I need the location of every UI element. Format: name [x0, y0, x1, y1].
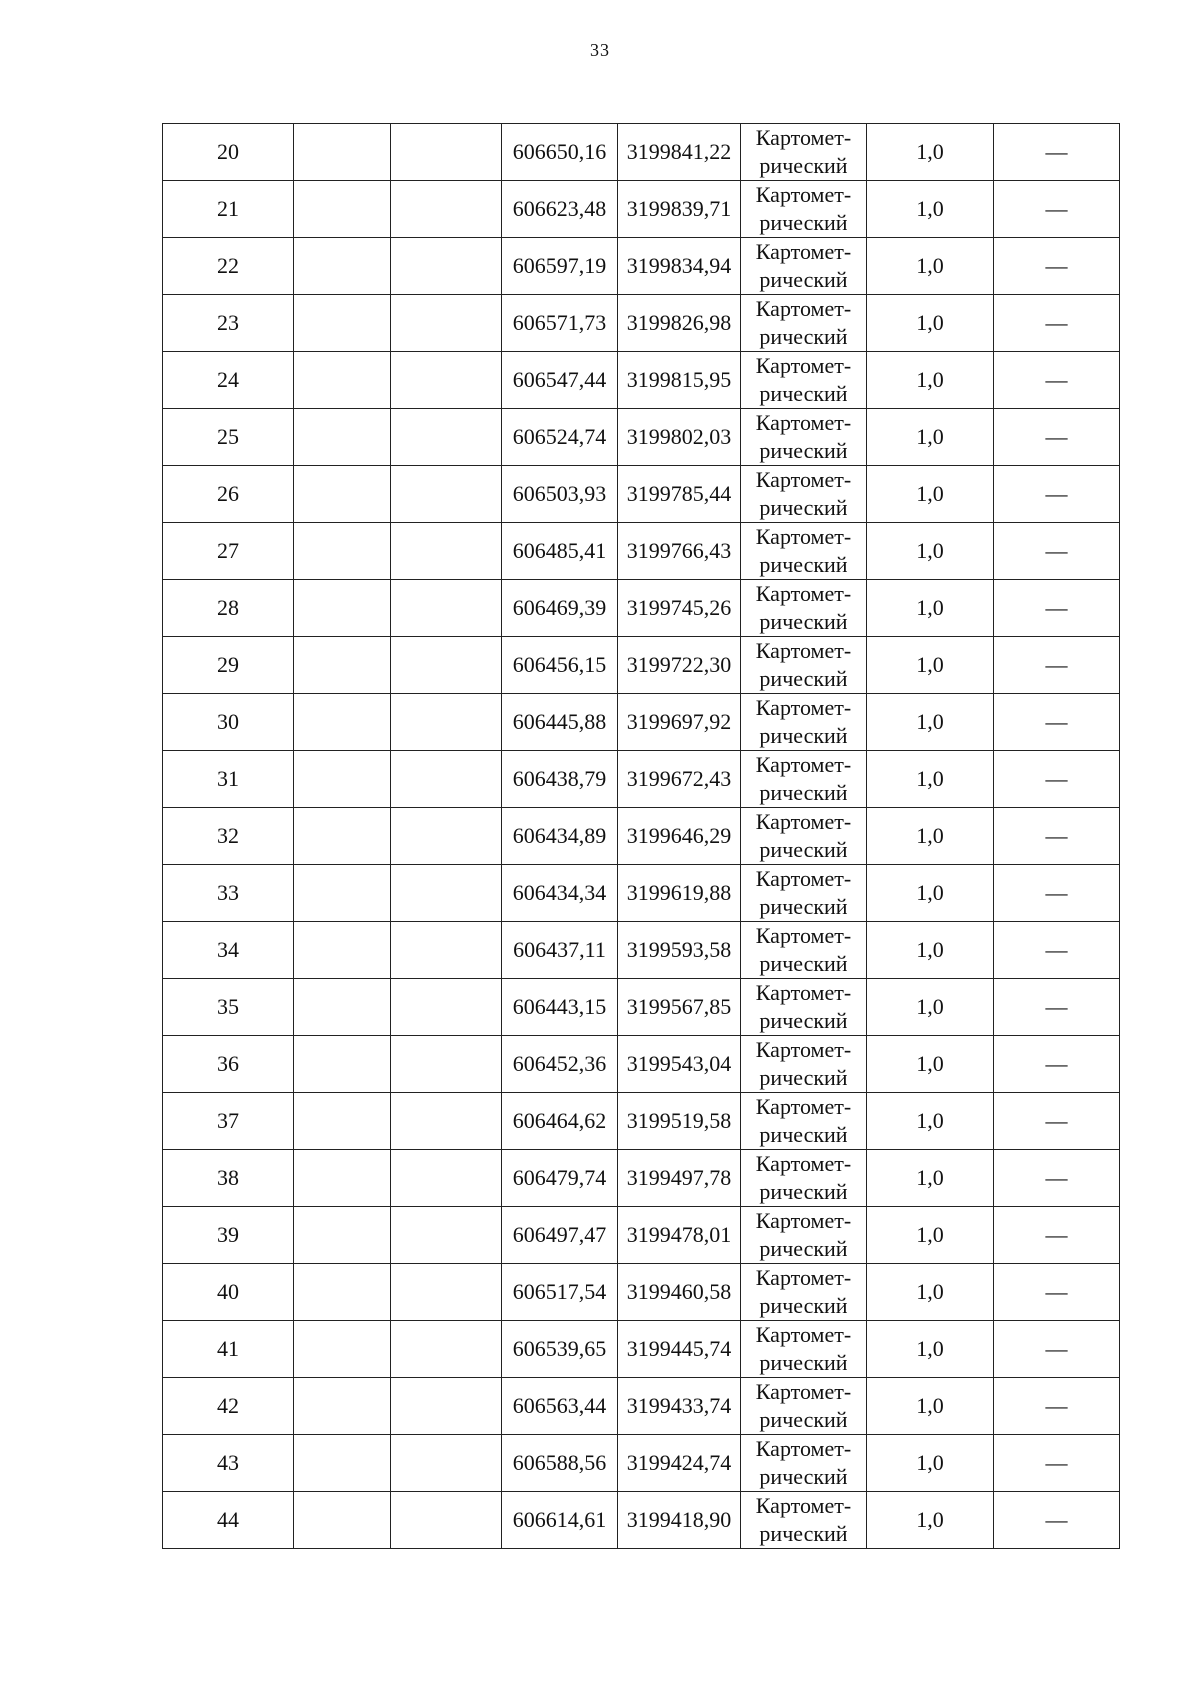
method-line-1: Картомет-: [755, 1151, 852, 1176]
method-line-1: Картомет-: [755, 1436, 852, 1461]
accuracy-cell: 1,0: [867, 523, 994, 580]
method-cell: [741, 295, 867, 352]
accuracy-cell: 1,0: [867, 238, 994, 295]
description-cell: —: [994, 466, 1120, 523]
method-cell: [741, 181, 867, 238]
point-number-cell: 44: [163, 1492, 294, 1549]
empty-cell: [294, 580, 391, 637]
method-line-2: рический: [759, 609, 848, 634]
point-number-cell: 33: [163, 865, 294, 922]
table-row: [163, 1264, 1120, 1321]
method-line-2: рический: [759, 210, 848, 235]
empty-cell: [391, 409, 502, 466]
method-line-2: рический: [759, 552, 848, 577]
empty-cell: [294, 979, 391, 1036]
table-row: [163, 1150, 1120, 1207]
point-number-cell: 35: [163, 979, 294, 1036]
description-cell: —: [994, 295, 1120, 352]
table-row: [163, 124, 1120, 181]
method-line-2: рический: [759, 666, 848, 691]
empty-cell: [294, 808, 391, 865]
empty-cell: [294, 694, 391, 751]
empty-cell: [391, 181, 502, 238]
description-cell: —: [994, 181, 1120, 238]
empty-cell: [294, 1492, 391, 1549]
x-coordinate-cell: 606456,15: [502, 637, 618, 694]
empty-cell: [391, 1492, 502, 1549]
empty-cell: [294, 124, 391, 181]
description-cell: —: [994, 694, 1120, 751]
description-cell: —: [994, 409, 1120, 466]
accuracy-cell: 1,0: [867, 1264, 994, 1321]
point-number-cell: 36: [163, 1036, 294, 1093]
y-coordinate-cell: 3199424,74: [618, 1435, 741, 1492]
method-line-2: рический: [759, 894, 848, 919]
y-coordinate-cell: 3199519,58: [618, 1093, 741, 1150]
table-row: [163, 523, 1120, 580]
method-line-1: Картомет-: [755, 980, 852, 1005]
empty-cell: [294, 1036, 391, 1093]
method-line-1: Картомет-: [755, 467, 852, 492]
accuracy-cell: 1,0: [867, 580, 994, 637]
method-line-1: Картомет-: [755, 125, 852, 150]
point-number-cell: 32: [163, 808, 294, 865]
method-line-1: Картомет-: [755, 638, 852, 663]
method-line-2: рический: [759, 951, 848, 976]
point-number-cell: 20: [163, 124, 294, 181]
empty-cell: [294, 466, 391, 523]
method-line-1: Картомет-: [755, 923, 852, 948]
method-line-1: Картомет-: [755, 182, 852, 207]
x-coordinate-cell: 606563,44: [502, 1378, 618, 1435]
empty-cell: [391, 922, 502, 979]
method-line-1: Картомет-: [755, 410, 852, 435]
accuracy-cell: 1,0: [867, 295, 994, 352]
accuracy-cell: 1,0: [867, 352, 994, 409]
x-coordinate-cell: 606524,74: [502, 409, 618, 466]
x-coordinate-cell: 606517,54: [502, 1264, 618, 1321]
accuracy-cell: 1,0: [867, 808, 994, 865]
method-cell: [741, 238, 867, 295]
point-number-cell: 39: [163, 1207, 294, 1264]
method-cell: [741, 466, 867, 523]
method-cell: [741, 1207, 867, 1264]
y-coordinate-cell: 3199567,85: [618, 979, 741, 1036]
accuracy-cell: 1,0: [867, 751, 994, 808]
method-line-1: Картомет-: [755, 1379, 852, 1404]
coordinates-table: [162, 123, 1120, 1549]
x-coordinate-cell: 606485,41: [502, 523, 618, 580]
point-number-cell: 34: [163, 922, 294, 979]
x-coordinate-cell: 606503,93: [502, 466, 618, 523]
method-cell: [741, 1036, 867, 1093]
x-coordinate-cell: 606597,19: [502, 238, 618, 295]
table-row: [163, 808, 1120, 865]
method-line-2: рический: [759, 1350, 848, 1375]
x-coordinate-cell: 606479,74: [502, 1150, 618, 1207]
empty-cell: [391, 580, 502, 637]
method-cell: [741, 694, 867, 751]
description-cell: —: [994, 1264, 1120, 1321]
description-cell: —: [994, 1093, 1120, 1150]
x-coordinate-cell: 606547,44: [502, 352, 618, 409]
empty-cell: [391, 1207, 502, 1264]
method-line-2: рический: [759, 1122, 848, 1147]
y-coordinate-cell: 3199478,01: [618, 1207, 741, 1264]
y-coordinate-cell: 3199433,74: [618, 1378, 741, 1435]
table-row: [163, 865, 1120, 922]
point-number-cell: 40: [163, 1264, 294, 1321]
accuracy-cell: 1,0: [867, 1321, 994, 1378]
point-number-cell: 43: [163, 1435, 294, 1492]
accuracy-cell: 1,0: [867, 1435, 994, 1492]
method-cell: [741, 751, 867, 808]
point-number-cell: 37: [163, 1093, 294, 1150]
method-line-2: рический: [759, 1065, 848, 1090]
table-row: [163, 1207, 1120, 1264]
method-line-1: Картомет-: [755, 239, 852, 264]
empty-cell: [294, 922, 391, 979]
description-cell: —: [994, 352, 1120, 409]
method-line-2: рический: [759, 1179, 848, 1204]
y-coordinate-cell: 3199839,71: [618, 181, 741, 238]
y-coordinate-cell: 3199841,22: [618, 124, 741, 181]
method-line-2: рический: [759, 1464, 848, 1489]
x-coordinate-cell: 606650,16: [502, 124, 618, 181]
empty-cell: [294, 1093, 391, 1150]
empty-cell: [294, 352, 391, 409]
empty-cell: [294, 181, 391, 238]
method-cell: [741, 1150, 867, 1207]
empty-cell: [391, 124, 502, 181]
method-cell: [741, 352, 867, 409]
description-cell: —: [994, 1435, 1120, 1492]
method-cell: [741, 1321, 867, 1378]
accuracy-cell: 1,0: [867, 181, 994, 238]
y-coordinate-cell: 3199815,95: [618, 352, 741, 409]
x-coordinate-cell: 606443,15: [502, 979, 618, 1036]
point-number-cell: 28: [163, 580, 294, 637]
description-cell: —: [994, 238, 1120, 295]
method-line-1: Картомет-: [755, 524, 852, 549]
empty-cell: [294, 409, 391, 466]
method-line-2: рический: [759, 1293, 848, 1318]
y-coordinate-cell: 3199802,03: [618, 409, 741, 466]
method-cell: [741, 1264, 867, 1321]
description-cell: —: [994, 979, 1120, 1036]
empty-cell: [294, 1321, 391, 1378]
method-line-1: Картомет-: [755, 1208, 852, 1233]
method-line-2: рический: [759, 1407, 848, 1432]
accuracy-cell: 1,0: [867, 922, 994, 979]
empty-cell: [294, 1150, 391, 1207]
method-cell: [741, 409, 867, 466]
empty-cell: [391, 751, 502, 808]
empty-cell: [391, 979, 502, 1036]
table-row: [163, 238, 1120, 295]
method-cell: [741, 1492, 867, 1549]
description-cell: —: [994, 1150, 1120, 1207]
empty-cell: [294, 637, 391, 694]
empty-cell: [391, 1036, 502, 1093]
empty-cell: [391, 1435, 502, 1492]
empty-cell: [391, 694, 502, 751]
empty-cell: [391, 1264, 502, 1321]
empty-cell: [391, 352, 502, 409]
method-cell: [741, 865, 867, 922]
y-coordinate-cell: 3199460,58: [618, 1264, 741, 1321]
empty-cell: [294, 523, 391, 580]
method-cell: [741, 922, 867, 979]
x-coordinate-cell: 606452,36: [502, 1036, 618, 1093]
table-row: [163, 751, 1120, 808]
empty-cell: [391, 1321, 502, 1378]
y-coordinate-cell: 3199697,92: [618, 694, 741, 751]
page-number: 33: [590, 40, 610, 60]
empty-cell: [391, 466, 502, 523]
description-cell: —: [994, 580, 1120, 637]
method-line-2: рический: [759, 153, 848, 178]
empty-cell: [391, 1378, 502, 1435]
empty-cell: [294, 295, 391, 352]
table-row: [163, 1036, 1120, 1093]
description-cell: —: [994, 865, 1120, 922]
method-line-1: Картомет-: [755, 1265, 852, 1290]
point-number-cell: 41: [163, 1321, 294, 1378]
method-cell: [741, 808, 867, 865]
empty-cell: [391, 637, 502, 694]
method-line-2: рический: [759, 495, 848, 520]
accuracy-cell: 1,0: [867, 1207, 994, 1264]
empty-cell: [294, 865, 391, 922]
x-coordinate-cell: 606539,65: [502, 1321, 618, 1378]
method-line-2: рический: [759, 1008, 848, 1033]
empty-cell: [294, 1435, 391, 1492]
empty-cell: [294, 1264, 391, 1321]
x-coordinate-cell: 606571,73: [502, 295, 618, 352]
method-line-2: рический: [759, 837, 848, 862]
point-number-cell: 42: [163, 1378, 294, 1435]
table-row: [163, 922, 1120, 979]
method-line-1: Картомет-: [755, 1322, 852, 1347]
table-row: [163, 1378, 1120, 1435]
table-row: [163, 181, 1120, 238]
accuracy-cell: 1,0: [867, 1378, 994, 1435]
point-number-cell: 22: [163, 238, 294, 295]
method-line-2: рический: [759, 267, 848, 292]
x-coordinate-cell: 606437,11: [502, 922, 618, 979]
empty-cell: [294, 1378, 391, 1435]
description-cell: —: [994, 124, 1120, 181]
point-number-cell: 38: [163, 1150, 294, 1207]
table-row: [163, 979, 1120, 1036]
y-coordinate-cell: 3199766,43: [618, 523, 741, 580]
description-cell: —: [994, 1492, 1120, 1549]
method-line-1: Картомет-: [755, 581, 852, 606]
method-line-2: рический: [759, 1521, 848, 1546]
accuracy-cell: 1,0: [867, 1036, 994, 1093]
accuracy-cell: 1,0: [867, 1492, 994, 1549]
method-line-2: рический: [759, 438, 848, 463]
x-coordinate-cell: 606464,62: [502, 1093, 618, 1150]
table-row: [163, 580, 1120, 637]
x-coordinate-cell: 606445,88: [502, 694, 618, 751]
point-number-cell: 26: [163, 466, 294, 523]
point-number-cell: 21: [163, 181, 294, 238]
method-line-1: Картомет-: [755, 695, 852, 720]
table-row: [163, 1093, 1120, 1150]
method-line-1: Картомет-: [755, 809, 852, 834]
accuracy-cell: 1,0: [867, 637, 994, 694]
empty-cell: [391, 808, 502, 865]
y-coordinate-cell: 3199672,43: [618, 751, 741, 808]
y-coordinate-cell: 3199497,78: [618, 1150, 741, 1207]
accuracy-cell: 1,0: [867, 466, 994, 523]
y-coordinate-cell: 3199826,98: [618, 295, 741, 352]
method-cell: [741, 637, 867, 694]
y-coordinate-cell: 3199646,29: [618, 808, 741, 865]
description-cell: —: [994, 1207, 1120, 1264]
point-number-cell: 24: [163, 352, 294, 409]
description-cell: —: [994, 1036, 1120, 1093]
method-line-1: Картомет-: [755, 353, 852, 378]
accuracy-cell: 1,0: [867, 409, 994, 466]
y-coordinate-cell: 3199418,90: [618, 1492, 741, 1549]
table-row: [163, 352, 1120, 409]
empty-cell: [391, 1093, 502, 1150]
empty-cell: [391, 295, 502, 352]
method-line-2: рический: [759, 381, 848, 406]
method-line-1: Картомет-: [755, 1094, 852, 1119]
method-cell: [741, 979, 867, 1036]
method-line-1: Картомет-: [755, 752, 852, 777]
description-cell: —: [994, 637, 1120, 694]
description-cell: —: [994, 1378, 1120, 1435]
point-number-cell: 29: [163, 637, 294, 694]
point-number-cell: 31: [163, 751, 294, 808]
table-row: [163, 637, 1120, 694]
table-row: [163, 466, 1120, 523]
empty-cell: [391, 1150, 502, 1207]
point-number-cell: 25: [163, 409, 294, 466]
table-row: [163, 1492, 1120, 1549]
y-coordinate-cell: 3199722,30: [618, 637, 741, 694]
x-coordinate-cell: 606588,56: [502, 1435, 618, 1492]
empty-cell: [391, 238, 502, 295]
method-cell: [741, 523, 867, 580]
x-coordinate-cell: 606469,39: [502, 580, 618, 637]
y-coordinate-cell: 3199543,04: [618, 1036, 741, 1093]
method-cell: [741, 580, 867, 637]
table-row: [163, 694, 1120, 751]
method-line-2: рический: [759, 324, 848, 349]
accuracy-cell: 1,0: [867, 1150, 994, 1207]
empty-cell: [294, 238, 391, 295]
accuracy-cell: 1,0: [867, 865, 994, 922]
method-line-1: Картомет-: [755, 1493, 852, 1518]
method-line-1: Картомет-: [755, 296, 852, 321]
y-coordinate-cell: 3199785,44: [618, 466, 741, 523]
accuracy-cell: 1,0: [867, 979, 994, 1036]
method-line-2: рический: [759, 1236, 848, 1261]
empty-cell: [391, 865, 502, 922]
description-cell: —: [994, 808, 1120, 865]
table-row: [163, 409, 1120, 466]
accuracy-cell: 1,0: [867, 124, 994, 181]
method-line-1: Картомет-: [755, 866, 852, 891]
y-coordinate-cell: 3199593,58: [618, 922, 741, 979]
x-coordinate-cell: 606438,79: [502, 751, 618, 808]
point-number-cell: 23: [163, 295, 294, 352]
x-coordinate-cell: 606434,34: [502, 865, 618, 922]
description-cell: —: [994, 523, 1120, 580]
empty-cell: [294, 1207, 391, 1264]
method-line-2: рический: [759, 723, 848, 748]
y-coordinate-cell: 3199834,94: [618, 238, 741, 295]
y-coordinate-cell: 3199619,88: [618, 865, 741, 922]
y-coordinate-cell: 3199745,26: [618, 580, 741, 637]
point-number-cell: 27: [163, 523, 294, 580]
x-coordinate-cell: 606497,47: [502, 1207, 618, 1264]
table-body: [163, 124, 1120, 1549]
point-number-cell: 30: [163, 694, 294, 751]
description-cell: —: [994, 1321, 1120, 1378]
description-cell: —: [994, 922, 1120, 979]
accuracy-cell: 1,0: [867, 694, 994, 751]
accuracy-cell: 1,0: [867, 1093, 994, 1150]
x-coordinate-cell: 606614,61: [502, 1492, 618, 1549]
method-cell: [741, 1378, 867, 1435]
table-row: [163, 295, 1120, 352]
method-cell: [741, 1093, 867, 1150]
empty-cell: [391, 523, 502, 580]
x-coordinate-cell: 606434,89: [502, 808, 618, 865]
table-row: [163, 1435, 1120, 1492]
method-cell: [741, 124, 867, 181]
method-cell: [741, 1435, 867, 1492]
empty-cell: [294, 751, 391, 808]
method-line-1: Картомет-: [755, 1037, 852, 1062]
method-line-2: рический: [759, 780, 848, 805]
table-row: [163, 1321, 1120, 1378]
y-coordinate-cell: 3199445,74: [618, 1321, 741, 1378]
x-coordinate-cell: 606623,48: [502, 181, 618, 238]
description-cell: —: [994, 751, 1120, 808]
